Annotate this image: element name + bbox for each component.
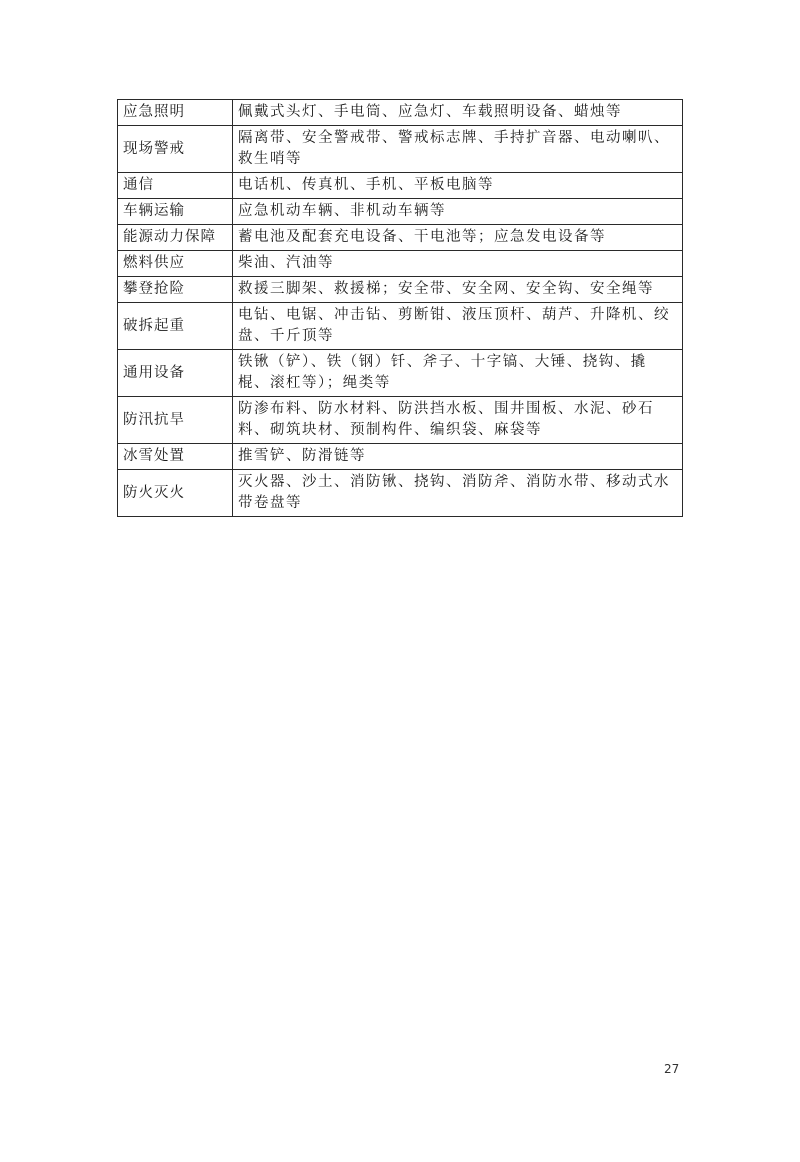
table-row [118,470,683,517]
category-cell: 防汛抗旱 [118,397,233,444]
category-cell: 冰雪处置 [118,444,233,470]
page-number: 27 [664,1062,680,1076]
table-row [118,199,683,225]
items-cell: 铁锹（铲）、铁（钢）钎、斧子、十字镐、大锤、挠钩、撬棍、滚杠等）；绳类等 [233,350,683,397]
items-cell: 防渗布料、防水材料、防洪挡水板、围井围板、水泥、砂石料、砌筑块材、预制构件、编织袋、麻袋等 [233,397,683,444]
items-cell: 电话机、传真机、手机、平板电脑等 [233,173,683,199]
category-cell: 破拆起重 [118,303,233,350]
items-cell: 蓄电池及配套充电设备、干电池等；应急发电设备等 [233,225,683,251]
category-cell: 防火灭火 [118,470,233,517]
table-row [118,277,683,303]
table-row [118,303,683,350]
category-cell: 通信 [118,173,233,199]
table-row [118,225,683,251]
category-cell: 车辆运输 [118,199,233,225]
category-cell: 通用设备 [118,350,233,397]
table-row [118,173,683,199]
table-row [118,251,683,277]
table-row [118,444,683,470]
table-row [118,100,683,126]
category-cell: 能源动力保障 [118,225,233,251]
table-row [118,350,683,397]
table-row [118,126,683,173]
items-cell: 电钻、电锯、冲击钻、剪断钳、液压顶杆、葫芦、升降机、绞盘、千斤顶等 [233,303,683,350]
category-cell: 应急照明 [118,100,233,126]
equipment-table [117,99,683,517]
category-cell: 攀登抢险 [118,277,233,303]
category-cell: 燃料供应 [118,251,233,277]
items-cell: 应急机动车辆、非机动车辆等 [233,199,683,225]
items-cell: 灭火器、沙土、消防锹、挠钩、消防斧、消防水带、移动式水带卷盘等 [233,470,683,517]
table-row [118,397,683,444]
items-cell: 推雪铲、防滑链等 [233,444,683,470]
items-cell: 隔离带、安全警戒带、警戒标志牌、手持扩音器、电动喇叭、救生哨等 [233,126,683,173]
items-cell: 佩戴式头灯、手电筒、应急灯、车载照明设备、蜡烛等 [233,100,683,126]
items-cell: 柴油、汽油等 [233,251,683,277]
items-cell: 救援三脚架、救援梯；安全带、安全网、安全钩、安全绳等 [233,277,683,303]
category-cell: 现场警戒 [118,126,233,173]
